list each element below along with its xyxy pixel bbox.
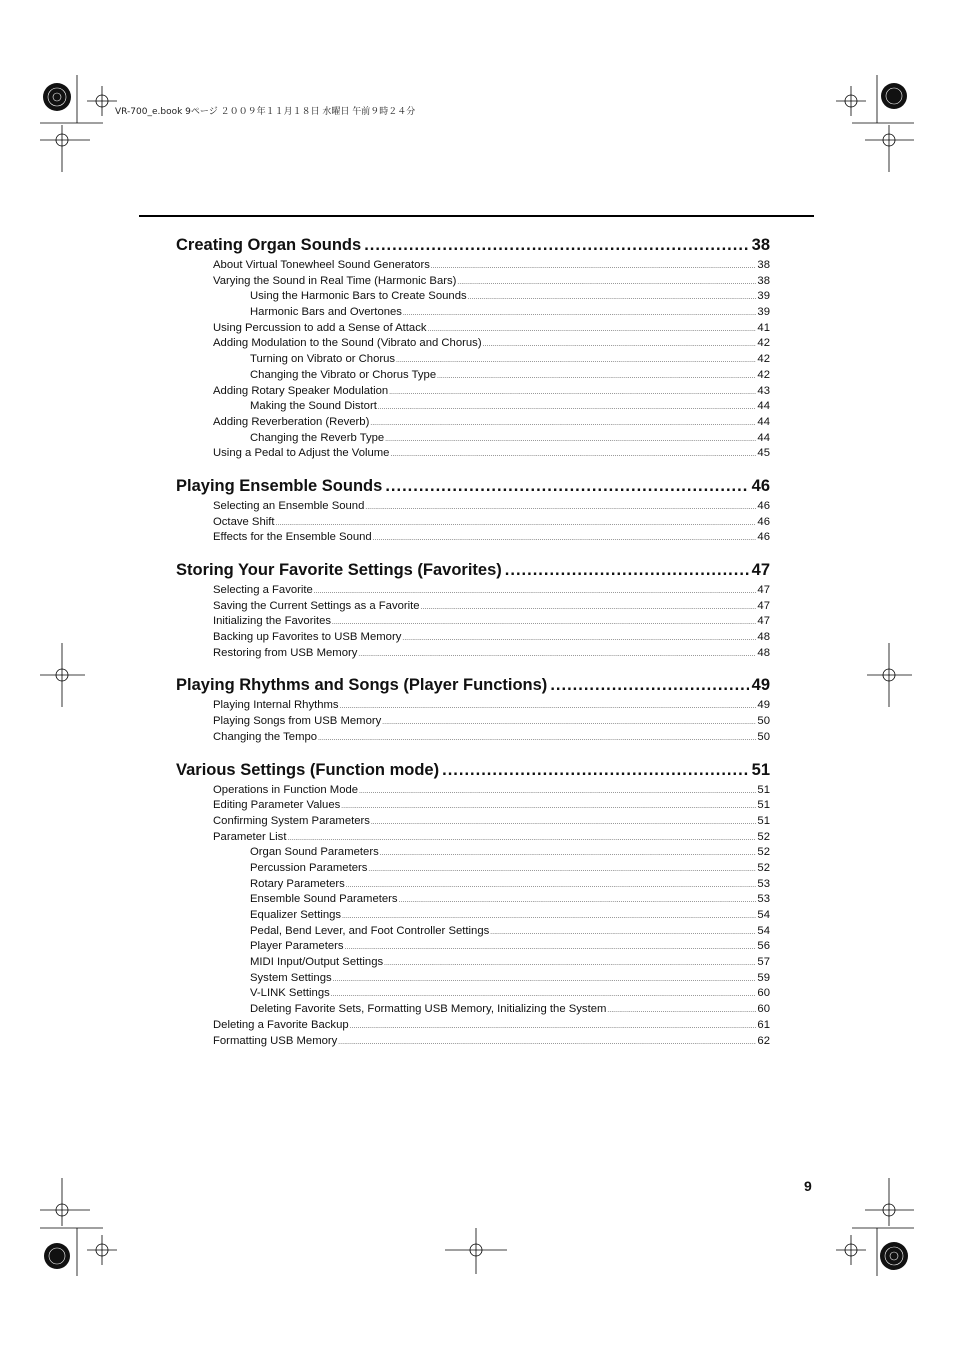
- toc-entry-title: Using Percussion to add a Sense of Attack: [213, 321, 427, 334]
- toc-entry[interactable]: [176, 384, 770, 400]
- toc-entry[interactable]: [176, 305, 770, 321]
- toc-entry[interactable]: [176, 336, 770, 352]
- toc-entry-page: 38: [757, 259, 770, 271]
- toc-section-title: Playing Ensemble Sounds: [176, 476, 383, 495]
- toc-entry-page: 60: [757, 987, 770, 1000]
- toc-leader-dots: [338, 1036, 756, 1052]
- toc-entry-title: About Virtual Tonewheel Sound Generators: [213, 259, 430, 271]
- page-number: 9: [804, 1178, 812, 1194]
- toc-section-heading[interactable]: [176, 757, 770, 783]
- toc-section-title: Creating Organ Sounds: [176, 236, 362, 254]
- toc-entry-page: 52: [757, 861, 770, 874]
- toc-entry-page: 47: [757, 599, 770, 612]
- toc-leader-dots: [370, 417, 756, 433]
- toc-entry-title: Deleting a Favorite Backup: [213, 1018, 349, 1031]
- toc-section-page: 51: [751, 760, 770, 779]
- toc-leader-dots: [358, 648, 756, 664]
- toc-leader-dots: [483, 338, 757, 354]
- toc-entry-title: Turning on Vibrato or Chorus: [250, 353, 396, 366]
- toc-entry[interactable]: [176, 289, 770, 305]
- toc-entry-title: Initializing the Favorites: [213, 615, 332, 628]
- toc-section: [176, 473, 770, 546]
- toc-entry[interactable]: [176, 258, 770, 274]
- toc-entry-page: 61: [757, 1018, 770, 1031]
- toc-entry-page: 45: [757, 447, 770, 460]
- toc-entry[interactable]: [176, 939, 770, 955]
- toc-entry-title: Deleting Favorite Sets, Formatting USB Memory, Initializing the System: [250, 1003, 607, 1016]
- toc-entry[interactable]: [176, 877, 770, 893]
- toc-entry-title: Harmonic Bars and Overtones: [250, 306, 402, 319]
- toc-entry-title: MIDI Input/Output Settings: [250, 956, 384, 969]
- toc-entry-title: Making the Sound Distort: [250, 400, 377, 413]
- toc-leader-dots: [399, 894, 757, 910]
- toc-leader-dots: [345, 941, 757, 957]
- toc-entry[interactable]: [176, 321, 770, 337]
- toc-entry[interactable]: [176, 530, 770, 546]
- toc-section-page: 47: [751, 561, 770, 579]
- toc-entry-title: Formatting USB Memory: [213, 1034, 338, 1047]
- toc-leader-dots: [318, 732, 756, 748]
- toc-section-heading[interactable]: [176, 557, 770, 583]
- toc-entry[interactable]: [176, 583, 770, 599]
- toc-entry-title: Changing the Vibrato or Chorus Type: [250, 368, 437, 381]
- toc-entry-title: Changing the Reverb Type: [250, 431, 385, 444]
- toc-leader-dots: [390, 448, 756, 464]
- toc-leader-dots: [431, 260, 757, 276]
- toc-entry-page: 50: [757, 730, 770, 743]
- toc-entry-title: Operations in Function Mode: [213, 783, 359, 796]
- toc-entry[interactable]: [176, 599, 770, 615]
- toc-leader-dots: [550, 672, 748, 698]
- toc-entry[interactable]: [176, 1034, 770, 1050]
- toc-entry-page: 48: [757, 631, 770, 644]
- toc-leader-dots: [382, 716, 756, 732]
- toc-section-heading[interactable]: [176, 473, 770, 499]
- toc-entry-page: 42: [757, 368, 770, 381]
- toc-leader-dots: [402, 632, 756, 648]
- toc-leader-dots: [403, 307, 756, 323]
- toc-entry-page: 42: [757, 337, 770, 350]
- toc-entry-title: Player Parameters: [250, 940, 344, 953]
- toc-entry-page: 39: [757, 290, 770, 303]
- toc-entry-page: 44: [757, 415, 770, 428]
- toc-leader-dots: [378, 401, 757, 417]
- toc-leader-dots: [385, 433, 756, 449]
- toc-entry-title: V-LINK Settings: [250, 987, 330, 1000]
- toc-entry-page: 46: [757, 499, 770, 512]
- toc-entry-page: 53: [757, 877, 770, 890]
- toc-entry-title: Pedal, Bend Lever, and Foot Controller Settings: [250, 924, 490, 937]
- toc-entry-title: Restoring from USB Memory: [213, 646, 358, 659]
- toc-section-page: 46: [751, 476, 770, 495]
- toc-leader-dots: [457, 276, 756, 292]
- toc-entry-page: 59: [757, 971, 770, 984]
- toc-entry-title: Selecting a Favorite: [213, 584, 313, 596]
- toc-leader-dots: [389, 386, 756, 402]
- toc-entry-title: Playing Internal Rhythms: [213, 699, 339, 712]
- toc-entry-title: Rotary Parameters: [250, 877, 345, 890]
- toc-entry[interactable]: [176, 1002, 770, 1018]
- toc-entry-page: 54: [757, 909, 770, 921]
- toc-entry-title: Equalizer Settings: [250, 909, 342, 921]
- toc-entry[interactable]: [176, 646, 770, 662]
- toc-entry[interactable]: [176, 431, 770, 447]
- toc-leader-dots: [368, 863, 756, 879]
- toc-entry-title: Adding Reverberation (Reverb): [213, 415, 370, 428]
- toc-entry[interactable]: [176, 908, 770, 924]
- toc-entry-page: 39: [757, 306, 770, 319]
- toc-entry-page: 54: [757, 924, 770, 937]
- toc-entry[interactable]: [176, 415, 770, 431]
- toc-entry[interactable]: [176, 971, 770, 987]
- toc-entry-page: 51: [757, 783, 770, 796]
- table-of-contents: [176, 232, 770, 1060]
- toc-entry-title: Varying the Sound in Real Time (Harmonic Bars): [213, 274, 457, 287]
- toc-entry-title: Using a Pedal to Adjust the Volume: [213, 447, 390, 460]
- toc-leader-dots: [350, 1020, 757, 1036]
- toc-entry[interactable]: [176, 986, 770, 1002]
- toc-leader-dots: [373, 532, 757, 548]
- toc-entry-page: 49: [757, 699, 770, 712]
- toc-entry-page: 52: [757, 830, 770, 843]
- toc-leader-dots: [490, 926, 756, 942]
- toc-entry-page: 47: [757, 615, 770, 628]
- toc-leader-dots: [396, 354, 756, 370]
- toc-entry-title: Ensemble Sound Parameters: [250, 893, 398, 906]
- toc-entry-page: 51: [757, 799, 770, 812]
- toc-section-title: Storing Your Favorite Settings (Favorites): [176, 561, 502, 579]
- toc-entry-page: 46: [757, 531, 770, 544]
- toc-section-heading[interactable]: [176, 232, 770, 258]
- toc-entry-page: 62: [757, 1034, 770, 1047]
- toc-entry-page: 44: [757, 400, 770, 413]
- toc-entry-page: 53: [757, 893, 770, 906]
- toc-entry-page: 60: [757, 1003, 770, 1016]
- toc-section: [176, 557, 770, 661]
- toc-leader-dots: [607, 1004, 756, 1020]
- toc-entry[interactable]: [176, 368, 770, 384]
- toc-entry-title: Octave Shift: [213, 515, 275, 528]
- toc-entry-page: 41: [757, 321, 770, 334]
- toc-entry[interactable]: [176, 861, 770, 877]
- toc-entry-title: Confirming System Parameters: [213, 814, 370, 827]
- toc-entry[interactable]: [176, 955, 770, 971]
- toc-leader-dots: [346, 879, 757, 895]
- toc-entry-title: Backing up Favorites to USB Memory: [213, 631, 402, 644]
- toc-section: [176, 757, 770, 1050]
- toc-leader-dots: [341, 800, 756, 816]
- print-header-info: VR-700_e.book 9ページ ２００９年１１月１８日 水曜日 午前９時２４分: [115, 107, 416, 117]
- toc-entry[interactable]: [176, 814, 770, 830]
- toc-entry-page: 57: [757, 956, 770, 969]
- toc-entry[interactable]: [176, 399, 770, 415]
- toc-entry-title: Selecting an Ensemble Sound: [213, 499, 365, 512]
- toc-entry[interactable]: [176, 614, 770, 630]
- toc-entry-title: Using the Harmonic Bars to Create Sounds: [250, 290, 467, 303]
- toc-leader-dots: [340, 700, 757, 716]
- toc-leader-dots: [384, 957, 756, 973]
- toc-entry[interactable]: [176, 730, 770, 746]
- toc-entry-page: 56: [757, 940, 770, 953]
- toc-entry-page: 51: [757, 814, 770, 827]
- toc-entry[interactable]: [176, 798, 770, 814]
- toc-leader-dots: [371, 816, 756, 832]
- toc-leader-dots: [365, 501, 756, 517]
- toc-entry-page: 42: [757, 353, 770, 366]
- top-rule: [139, 215, 814, 217]
- toc-entry-title: Playing Songs from USB Memory: [213, 715, 382, 728]
- toc-leader-dots: [380, 847, 757, 863]
- toc-section-page: 38: [751, 236, 770, 254]
- toc-entry-title: System Settings: [250, 971, 332, 984]
- toc-entry[interactable]: [176, 783, 770, 799]
- toc-entry-title: Organ Sound Parameters: [250, 846, 379, 859]
- toc-entry-title: Adding Modulation to the Sound (Vibrato and Chorus): [213, 337, 482, 350]
- toc-section: [176, 672, 770, 745]
- toc-section-title: Playing Rhythms and Songs (Player Functions): [176, 676, 548, 695]
- toc-entry-page: 47: [757, 584, 770, 596]
- toc-leader-dots: [442, 757, 749, 783]
- toc-entry[interactable]: [176, 274, 770, 290]
- toc-entry-page: 50: [757, 715, 770, 728]
- toc-section-page: 49: [751, 676, 770, 695]
- toc-entry[interactable]: [176, 698, 770, 714]
- toc-entry-page: 46: [757, 515, 770, 528]
- toc-entry-title: Changing the Tempo: [213, 730, 318, 743]
- toc-entry[interactable]: [176, 446, 770, 462]
- toc-entry[interactable]: [176, 499, 770, 515]
- toc-entry[interactable]: [176, 714, 770, 730]
- toc-section-title: Various Settings (Function mode): [176, 760, 440, 779]
- toc-entry[interactable]: [176, 352, 770, 368]
- toc-leader-dots: [421, 601, 757, 617]
- toc-leader-dots: [364, 232, 748, 258]
- toc-entry-title: Editing Parameter Values: [213, 799, 341, 812]
- toc-entry-page: 43: [757, 384, 770, 397]
- toc-leader-dots: [359, 785, 756, 801]
- toc-entry-title: Effects for the Ensemble Sound: [213, 531, 372, 544]
- toc-entry[interactable]: [176, 515, 770, 531]
- toc-entry[interactable]: [176, 924, 770, 940]
- toc-leader-dots: [468, 291, 757, 307]
- toc-entry[interactable]: [176, 845, 770, 861]
- toc-section: [176, 232, 770, 462]
- toc-leader-dots: [437, 370, 756, 386]
- toc-entry[interactable]: [176, 630, 770, 646]
- toc-entry-page: 44: [757, 431, 770, 444]
- toc-entry-page: 38: [757, 274, 770, 287]
- toc-entry-page: 48: [757, 646, 770, 659]
- toc-entry-title: Percussion Parameters: [250, 861, 368, 874]
- toc-entry-title: Saving the Current Settings as a Favorite: [213, 599, 420, 612]
- toc-leader-dots: [333, 973, 757, 989]
- toc-entry-title: Parameter List: [213, 830, 287, 843]
- toc-leader-dots: [505, 557, 749, 583]
- toc-entry-title: Adding Rotary Speaker Modulation: [213, 384, 389, 397]
- toc-entry-page: 52: [757, 846, 770, 859]
- toc-leader-dots: [385, 473, 748, 499]
- toc-entry[interactable]: [176, 830, 770, 846]
- toc-entry[interactable]: [176, 1018, 770, 1034]
- toc-section-heading[interactable]: [176, 672, 770, 698]
- toc-entry[interactable]: [176, 892, 770, 908]
